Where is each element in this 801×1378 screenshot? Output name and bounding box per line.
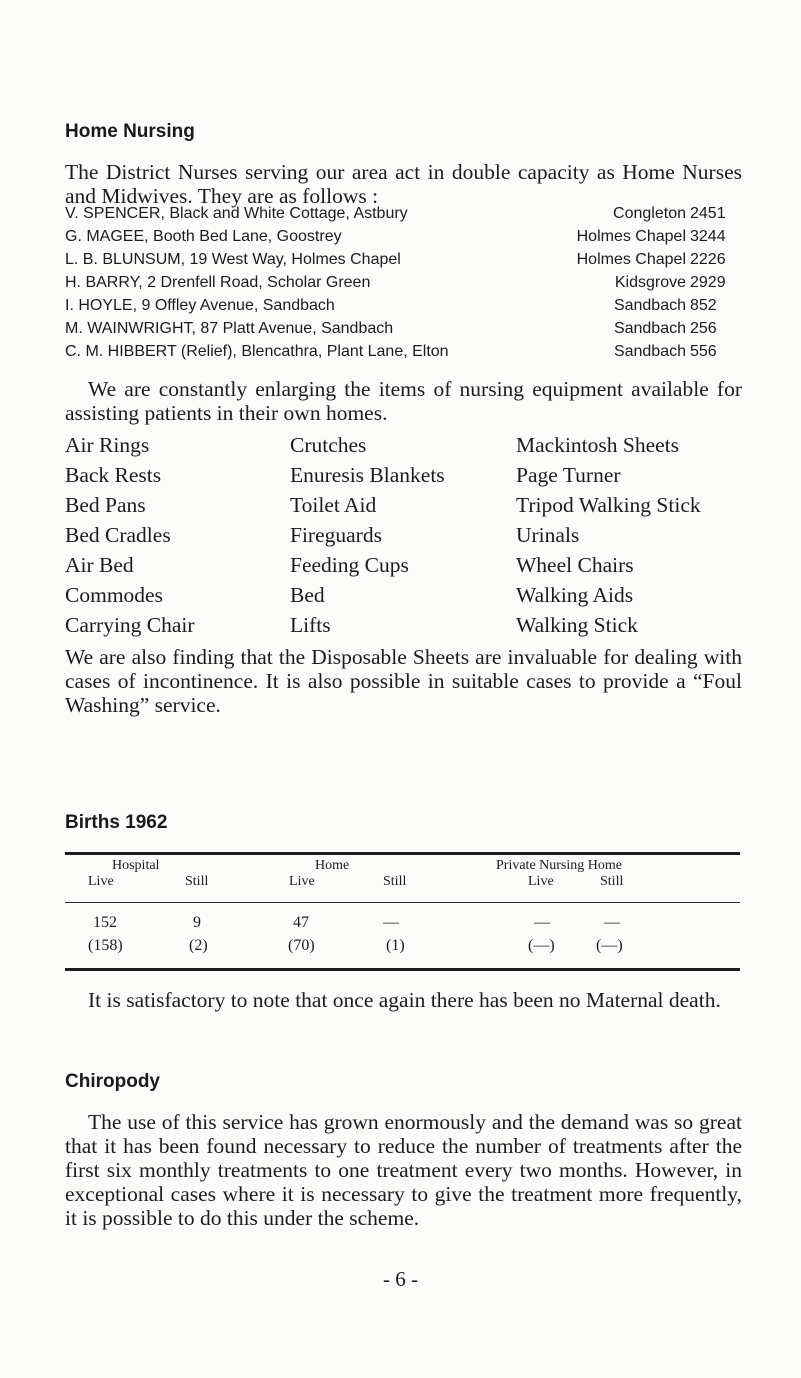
nurse-row — [65, 228, 742, 250]
equipment-item: Bed Pans — [65, 493, 146, 517]
equipment-item: Air Bed — [65, 553, 134, 577]
nurse-name: M. WAINWRIGHT, 87 Platt Avenue, Sandbach — [65, 320, 394, 337]
nurse-row — [65, 297, 742, 319]
subheader-live: Live — [528, 874, 554, 889]
table-cell: (158) — [88, 937, 123, 954]
equipment-item: Walking Aids — [516, 583, 634, 607]
table-cell: (70) — [288, 937, 315, 954]
subheader-still: Still — [600, 874, 624, 889]
table-cell: — — [604, 914, 620, 931]
table-cell: (—) — [528, 937, 555, 954]
equipment-item: Carrying Chair — [65, 613, 195, 637]
nurse-exchange: Holmes Chapel — [576, 251, 686, 268]
section-heading-births: Births 1962 — [65, 812, 168, 833]
table-cell: — — [534, 914, 550, 931]
equipment-column-3 — [516, 430, 701, 640]
table-cell: 47 — [293, 914, 309, 931]
equipment-item: Feeding Cups — [290, 553, 409, 577]
chiropody-text: The use of this service has grown enormously and the demand was so great that it has been found necessary to reduce the number of treatments after the first six monthly treatments to one treatment every two months. However, in exceptional cases where it is necessary to give the treatment more frequently, it is possible to do this under the scheme. — [65, 1110, 742, 1230]
nurse-telephone: 256 — [690, 320, 717, 337]
section-heading-chiropody: Chiropody — [65, 1071, 160, 1092]
table-cell: 9 — [193, 914, 201, 931]
subheader-still: Still — [185, 874, 209, 889]
equipment-column-2 — [290, 430, 445, 640]
equipment-item: Lifts — [290, 613, 331, 637]
page-number: - 6 - — [383, 1267, 418, 1291]
nurse-telephone: 3244 — [690, 228, 726, 245]
nurse-name: I. HOYLE, 9 Offley Avenue, Sandbach — [65, 297, 335, 314]
equipment-item: Urinals — [516, 523, 580, 547]
table-header-rule — [65, 902, 740, 903]
subheader-live: Live — [289, 874, 315, 889]
nurse-exchange: Sandbach — [613, 320, 686, 337]
nurse-name: H. BARRY, 2 Drenfell Road, Scholar Green — [65, 274, 371, 291]
table-bottom-rule — [65, 968, 740, 971]
nurse-exchange: Kidsgrove — [614, 274, 686, 291]
equipment-item: Bed — [290, 583, 325, 607]
table-cell: (—) — [596, 937, 623, 954]
subheader-still: Still — [383, 874, 407, 889]
disposable-sheets-text: We are also finding that the Disposable Sheets are invaluable for dealing with cases of incontinence. It is also possible in suitable cases to provide a “Foul Washing” service. — [65, 645, 742, 717]
subheader-live: Live — [88, 874, 114, 889]
equipment-item: Page Turner — [516, 463, 621, 487]
nurse-exchange: Sandbach — [613, 297, 686, 314]
nurse-telephone: 2929 — [690, 274, 726, 291]
section-heading-home-nursing: Home Nursing — [65, 121, 195, 142]
nurse-exchange: Holmes Chapel — [576, 228, 686, 245]
equipment-item: Wheel Chairs — [516, 553, 634, 577]
nurse-exchange: Sandbach — [613, 343, 686, 360]
nurse-telephone: 2451 — [690, 205, 726, 222]
nurse-name: C. M. HIBBERT (Relief), Blencathra, Plant Lane, Elton — [65, 343, 449, 360]
equipment-item: Air Rings — [65, 433, 150, 457]
nurse-name: L. B. BLUNSUM, 19 West Way, Holmes Chapel — [65, 251, 401, 268]
group-header-home: Home — [315, 858, 350, 873]
equipment-item: Toilet Aid — [290, 493, 377, 517]
equipment-intro: We are constantly enlarging the items of nursing equipment available for assisting patients in their own homes. — [65, 377, 742, 425]
nurse-name: V. SPENCER, Black and White Cottage, Astbury — [65, 205, 408, 222]
maternal-death-note: It is satisfactory to note that once again there has been no Maternal death. — [88, 988, 721, 1012]
equipment-column-1 — [65, 430, 195, 640]
nurse-row — [65, 343, 742, 365]
nurse-row — [65, 320, 742, 342]
equipment-item: Crutches — [290, 433, 367, 457]
nurse-row — [65, 205, 742, 227]
equipment-item: Bed Cradles — [65, 523, 171, 547]
home-nursing-intro: The District Nurses serving our area act in double capacity as Home Nurses and Midwives. They are as follows : — [65, 160, 742, 208]
equipment-item: Back Rests — [65, 463, 162, 487]
equipment-item: Enuresis Blankets — [290, 463, 445, 487]
equipment-item: Commodes — [65, 583, 163, 607]
table-top-rule — [65, 852, 740, 855]
nurse-telephone: 556 — [690, 343, 717, 360]
group-header-hospital: Hospital — [112, 858, 160, 873]
nurse-telephone: 2226 — [690, 251, 726, 268]
nurse-name: G. MAGEE, Booth Bed Lane, Goostrey — [65, 228, 342, 245]
table-cell: (1) — [386, 937, 405, 954]
equipment-item: Fireguards — [290, 523, 382, 547]
table-cell: — — [383, 914, 399, 931]
group-header-private-nursing-home: Private Nursing Home — [496, 858, 622, 873]
nurse-row — [65, 251, 742, 273]
table-cell: 152 — [93, 914, 117, 931]
table-cell: (2) — [189, 937, 208, 954]
nurse-row — [65, 274, 742, 296]
nurse-exchange: Congleton — [613, 205, 686, 222]
equipment-item: Tripod Walking Stick — [516, 493, 701, 517]
equipment-item: Walking Stick — [516, 613, 638, 637]
equipment-item: Mackintosh Sheets — [516, 433, 680, 457]
nurse-telephone: 852 — [690, 297, 717, 314]
